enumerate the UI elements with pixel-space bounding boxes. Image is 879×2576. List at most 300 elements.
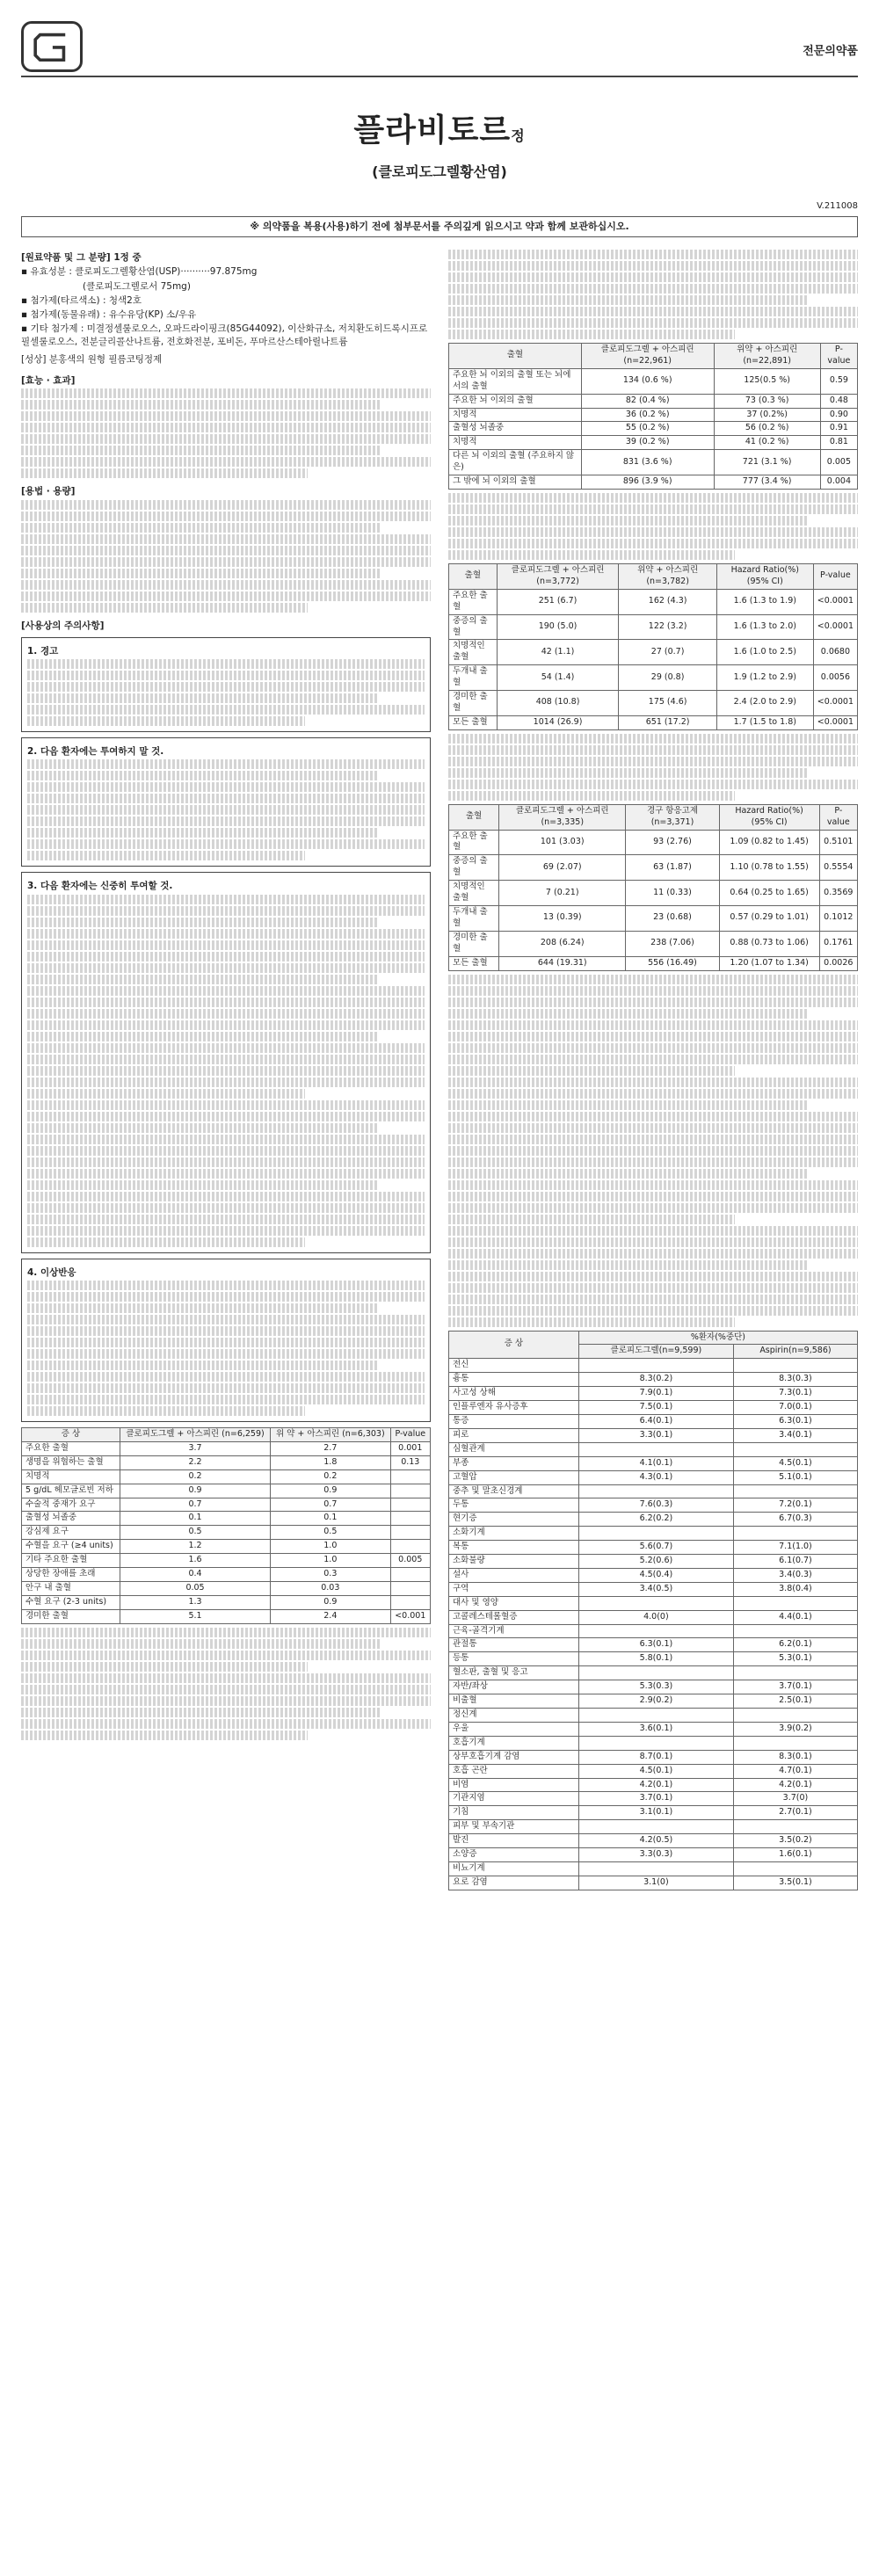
t2-cell: 주요한 뇌 이외의 출혈: [449, 394, 582, 408]
t3-row: [449, 640, 858, 665]
t4-row: [449, 881, 858, 906]
dosage-text-block: [21, 500, 431, 613]
t5-row: [449, 1401, 858, 1415]
t5-cell: [733, 1709, 857, 1723]
t5-cell: 통증: [449, 1414, 579, 1428]
t5-cell: [733, 1527, 857, 1541]
t5-cell: 3.1(0.1): [578, 1806, 733, 1820]
t3-cell: <0.0001: [813, 614, 857, 640]
t5-cell: 8.3(0.2): [578, 1373, 733, 1387]
t5-cell: 8.7(0.1): [578, 1750, 733, 1764]
t1-row: [22, 1540, 431, 1554]
contra-title: 2. 다음 환자에는 투여하지 말 것.: [27, 746, 164, 758]
t3-cell: 651 (17.2): [619, 715, 716, 729]
t3-cell: 2.4 (2.0 to 2.9): [716, 691, 813, 716]
t1-cell: 0.5: [271, 1526, 390, 1540]
t1-cell: 수술적 중재가 요구: [22, 1498, 120, 1512]
t3-cell: 54 (1.4): [497, 665, 619, 691]
t1-cell: 0.001: [390, 1441, 430, 1455]
adverse-title: 4. 이상반응: [27, 1266, 76, 1278]
t1-row: [22, 1512, 431, 1526]
t5-cell: 자반/좌상: [449, 1680, 579, 1694]
t4-cell: 모든 출혈: [449, 956, 499, 970]
t2-row: [449, 475, 858, 490]
t1-row: [22, 1609, 431, 1623]
product-ingredient: (클로피도그렐황산염): [372, 163, 507, 180]
t4-cell: 0.5101: [819, 830, 857, 855]
t1-cell: 0.03: [271, 1581, 390, 1595]
t5-row: [449, 1470, 858, 1484]
t4-cell: 13 (0.39): [499, 906, 626, 932]
t4-cell: 69 (2.07): [499, 855, 626, 881]
t2-cell: 치명적: [449, 408, 582, 422]
t2-row: [449, 436, 858, 450]
t5-cell: [578, 1484, 733, 1498]
t3-row: [449, 665, 858, 691]
t5-cell: 3.7(0): [733, 1792, 857, 1806]
t2-cell: 41 (0.2 %): [714, 436, 820, 450]
t1-cell: 수혈을 요구 (≥4 units): [22, 1540, 120, 1554]
t1-cell: 주요한 출혈: [22, 1441, 120, 1455]
t5-cell: 3.1(0): [578, 1876, 733, 1890]
t5-cell: 요로 감염: [449, 1876, 579, 1890]
t3-row: [449, 691, 858, 716]
t5-cell: 7.2(0.1): [733, 1498, 857, 1513]
t5-cell: [733, 1359, 857, 1373]
t5-cell: 3.9(0.2): [733, 1722, 857, 1736]
t1-cell: 상당한 장애를 초래: [22, 1568, 120, 1582]
t5-cell: 5.3(0.3): [578, 1680, 733, 1694]
right-column: [448, 248, 858, 2551]
t5-cell: [578, 1861, 733, 1876]
t2-cell: 0.005: [820, 450, 857, 475]
t1-cell: 0.4: [120, 1568, 270, 1582]
t5-row: [449, 1709, 858, 1723]
t3-cell: 408 (10.8): [497, 691, 619, 716]
t5-body: [449, 1359, 858, 1890]
t3-cell: <0.0001: [813, 589, 857, 614]
t3-row: [449, 614, 858, 640]
t4-cell: 0.0026: [819, 956, 857, 970]
t5-row: [449, 1666, 858, 1680]
t5-cell: 구역: [449, 1582, 579, 1596]
t4-cell: 0.57 (0.29 to 1.01): [719, 906, 819, 932]
t4-cell: 1.20 (1.07 to 1.34): [719, 956, 819, 970]
t4-cell: 0.88 (0.73 to 1.06): [719, 931, 819, 956]
t1-cell: 5 g/dL 헤모글로빈 저하: [22, 1484, 120, 1498]
t4-cell: 63 (1.87): [626, 855, 719, 881]
t4-cell: 중증의 출혈: [449, 855, 499, 881]
t5-cell: 사고성 상해: [449, 1387, 579, 1401]
t5-row: [449, 1582, 858, 1596]
t5-row: [449, 1484, 858, 1498]
t1-cell: 0.1: [271, 1512, 390, 1526]
t5-cell: 두통: [449, 1498, 579, 1513]
t1-cell: 생명을 위협하는 출혈: [22, 1455, 120, 1469]
t5-cell: 6.1(0.7): [733, 1555, 857, 1569]
t2-cell: 그 밖에 뇌 이외의 출혈: [449, 475, 582, 490]
t1-cell: 0.1: [120, 1512, 270, 1526]
t5-cell: 6.7(0.3): [733, 1513, 857, 1527]
product-name: 플라비토르: [353, 112, 512, 149]
t5-cell: [733, 1442, 857, 1456]
t1-header-symptom: 증 상: [22, 1427, 120, 1441]
t5-row: [449, 1764, 858, 1778]
t5-cell: [733, 1736, 857, 1750]
t3-cell: 1.6 (1.0 to 2.5): [716, 640, 813, 665]
t5-cell: 6.3(0.1): [733, 1414, 857, 1428]
t5-row: [449, 1861, 858, 1876]
t5-cell: 고혈압: [449, 1470, 579, 1484]
t5-cell: 피부 및 부속기관: [449, 1820, 579, 1834]
t5-cell: 7.6(0.3): [578, 1498, 733, 1513]
t2-cell: 0.81: [820, 436, 857, 450]
t4-cell: 1.10 (0.78 to 1.55): [719, 855, 819, 881]
t5-cell: 근육-골격기계: [449, 1624, 579, 1638]
t5-row: [449, 1359, 858, 1373]
t5-cell: [733, 1624, 857, 1638]
t5-cell: 4.2(0.5): [578, 1834, 733, 1848]
warning-box: [21, 637, 431, 732]
t5-header-group: %환자(%중단): [578, 1331, 857, 1345]
t4-cell: 0.5554: [819, 855, 857, 881]
t5-row: [449, 1806, 858, 1820]
t1-cell: 강심제 요구: [22, 1526, 120, 1540]
t3-cell: 190 (5.0): [497, 614, 619, 640]
t5-cell: 5.8(0.1): [578, 1652, 733, 1666]
logo-glyph-icon: [24, 24, 80, 69]
t5-cell: 2.7(0.1): [733, 1806, 857, 1820]
t2-header-placebo: 위약 + 아스피린 (n=22,891): [714, 344, 820, 369]
t3-cell: 42 (1.1): [497, 640, 619, 665]
t5-cell: 4.1(0.1): [578, 1456, 733, 1470]
bleeding-table-active-w: [448, 804, 858, 971]
t1-cell: 1.6: [120, 1554, 270, 1568]
t5-cell: 8.3(0.3): [733, 1373, 857, 1387]
t2-cell: 0.48: [820, 394, 857, 408]
t1-cell: [390, 1512, 430, 1526]
t4-cell: 93 (2.76): [626, 830, 719, 855]
t5-cell: 부종: [449, 1456, 579, 1470]
t1-cell: 수혈 요구 (2-3 units): [22, 1595, 120, 1609]
t4-cell: 11 (0.33): [626, 881, 719, 906]
t1-cell: 1.3: [120, 1595, 270, 1609]
t5-cell: 관절통: [449, 1638, 579, 1652]
bleeding-table-active-a: [448, 563, 858, 730]
t1-cell: 1.0: [271, 1540, 390, 1554]
t2-cell: 0.59: [820, 368, 857, 394]
t5-cell: 혈소판, 출혈 및 응고: [449, 1666, 579, 1680]
t3-cell: 122 (3.2): [619, 614, 716, 640]
t5-cell: 3.3(0.3): [578, 1848, 733, 1862]
active-w-intro: [448, 734, 858, 801]
careful-title: 3. 다음 환자에는 신중히 투여할 것.: [27, 881, 173, 892]
t5-row: [449, 1736, 858, 1750]
t1-cell: 1.0: [271, 1554, 390, 1568]
t5-row: [449, 1638, 858, 1652]
t5-cell: 6.2(0.1): [733, 1638, 857, 1652]
t1-cell: 2.2: [120, 1455, 270, 1469]
t2-cell: 출혈성 뇌졸중: [449, 422, 582, 436]
t4-cell: 1.09 (0.82 to 1.45): [719, 830, 819, 855]
contraindication-box: [21, 737, 431, 867]
t3-cell: 27 (0.7): [619, 640, 716, 665]
t1-cell: 0.3: [271, 1568, 390, 1582]
t1-cell: 치명적: [22, 1469, 120, 1484]
company-logo: [21, 21, 83, 72]
t3-cell: 1.9 (1.2 to 2.9): [716, 665, 813, 691]
t5-cell: 3.4(0.1): [733, 1428, 857, 1442]
adverse-box: [21, 1259, 431, 1422]
t1-cell: [390, 1595, 430, 1609]
t1-row: [22, 1595, 431, 1609]
t2-cell: 치명적: [449, 436, 582, 450]
t2-cell: 777 (3.4 %): [714, 475, 820, 490]
t4-cell: 101 (3.03): [499, 830, 626, 855]
t5-cell: 7.1(1.0): [733, 1541, 857, 1555]
t3-cell: <0.0001: [813, 715, 857, 729]
t5-cell: 인플루엔자 유사증후: [449, 1401, 579, 1415]
t1-row: [22, 1554, 431, 1568]
t4-cell: 0.1012: [819, 906, 857, 932]
t3-cell: 1014 (26.9): [497, 715, 619, 729]
t5-row: [449, 1652, 858, 1666]
t1-cell: 1.2: [120, 1540, 270, 1554]
top-divider: [21, 76, 858, 77]
t5-cell: 4.4(0.1): [733, 1610, 857, 1624]
t1-cell: [390, 1484, 430, 1498]
t5-cell: 3.4(0.5): [578, 1582, 733, 1596]
t3-cell: 1.6 (1.3 to 2.0): [716, 614, 813, 640]
t3-cell: 치명적인 출혈: [449, 640, 498, 665]
t1-header-clopidogrel: 클로피도그렐 + 아스피린 (n=6,259): [120, 1427, 270, 1441]
t2-cell: 0.91: [820, 422, 857, 436]
t5-cell: 정신계: [449, 1709, 579, 1723]
additive-others: ▪ 기타 첨가제 : 미결정셀룰로오스, 오파드라이핑크(85G44092), 이산화규소, 저치환도히드록시프로필셀룰로오스, 전분글리콜산나트륨, 전호화전분, 포비돈, 푸마르산스테아릴나트륨: [21, 323, 428, 347]
t2-cell: 37 (0.2%): [714, 408, 820, 422]
t5-cell: 4.5(0.1): [578, 1764, 733, 1778]
t1-cell: 출혈성 뇌졸중: [22, 1512, 120, 1526]
t1-row: [22, 1484, 431, 1498]
t5-cell: 상부호흡기계 감염: [449, 1750, 579, 1764]
t5-row: [449, 1498, 858, 1513]
t5-cell: 2.9(0.2): [578, 1694, 733, 1709]
t5-cell: 3.4(0.3): [733, 1568, 857, 1582]
active-ingredient: ▪ 유효성분 : 클로피도그렐황산염(USP)··········97.875mg: [21, 266, 258, 278]
t5-cell: 4.2(0.1): [578, 1778, 733, 1792]
t2-row: [449, 394, 858, 408]
t5-cell: 심혈관계: [449, 1442, 579, 1456]
t5-row: [449, 1456, 858, 1470]
t5-cell: [578, 1596, 733, 1610]
t5-row: [449, 1596, 858, 1610]
t5-cell: 기관지염: [449, 1792, 579, 1806]
t5-row: [449, 1624, 858, 1638]
t5-cell: 비출혈: [449, 1694, 579, 1709]
t5-cell: 등통: [449, 1652, 579, 1666]
t1-cell: 0.7: [120, 1498, 270, 1512]
t5-row: [449, 1387, 858, 1401]
t5-cell: 5.3(0.1): [733, 1652, 857, 1666]
t1-cell: 2.7: [271, 1441, 390, 1455]
caprie-text: [448, 975, 858, 1327]
t3-cell: 1.6 (1.3 to 1.9): [716, 589, 813, 614]
t2-cell: 82 (0.4 %): [581, 394, 714, 408]
t1-row: [22, 1455, 431, 1469]
t1-cell: 0.9: [120, 1484, 270, 1498]
t5-cell: [733, 1596, 857, 1610]
t3-cell: 251 (6.7): [497, 589, 619, 614]
t3-cell: 경미한 출혈: [449, 691, 498, 716]
t5-cell: 3.3(0.1): [578, 1428, 733, 1442]
t5-row: [449, 1442, 858, 1456]
t5-cell: 우울: [449, 1722, 579, 1736]
t5-row: [449, 1541, 858, 1555]
t1-cell: 0.2: [271, 1469, 390, 1484]
t1-cell: 안구 내 출혈: [22, 1581, 120, 1595]
t5-row: [449, 1792, 858, 1806]
t1-header-pvalue: P-value: [390, 1427, 430, 1441]
t5-header-clopidogrel: 클로피도그렐(n=9,599): [578, 1345, 733, 1359]
t5-cell: [578, 1736, 733, 1750]
t2-cell: 36 (0.2 %): [581, 408, 714, 422]
t1-cell: [390, 1498, 430, 1512]
t5-cell: 중추 및 말초신경계: [449, 1484, 579, 1498]
appearance: [성상] 분홍색의 원형 필름코팅정제: [21, 353, 163, 365]
t5-row: [449, 1848, 858, 1862]
t2-row: [449, 450, 858, 475]
t3-row: [449, 589, 858, 614]
t2-cell: 55 (0.2 %): [581, 422, 714, 436]
t5-cell: [578, 1442, 733, 1456]
left-column: [21, 248, 431, 2551]
t2-header-pvalue: P-value: [820, 344, 857, 369]
t5-cell: [578, 1820, 733, 1834]
t5-cell: 7.5(0.1): [578, 1401, 733, 1415]
careful-box: [21, 872, 431, 1252]
t5-cell: [733, 1820, 857, 1834]
t5-cell: 기침: [449, 1806, 579, 1820]
t2-cell: 0.90: [820, 408, 857, 422]
t4-cell: 23 (0.68): [626, 906, 719, 932]
t3-cell: 1.7 (1.5 to 1.8): [716, 715, 813, 729]
notice-banner: ※ 의약품을 복용(사용)하기 전에 첨부문서를 주의깊게 읽으시고 약과 함께 보관하십시오.: [21, 216, 858, 237]
t4-row: [449, 906, 858, 932]
t5-cell: 5.2(0.6): [578, 1555, 733, 1569]
t3-header-bleeding: 출혈: [449, 563, 498, 589]
composition-heading: [원료약품 및 그 분량] 1정 중: [21, 252, 142, 263]
t2-cell: 주요한 뇌 이외의 출혈 또는 뇌에서의 출혈: [449, 368, 582, 394]
t5-cell: [578, 1527, 733, 1541]
t2-cell: 다른 뇌 이외의 출혈 (주요하지 않은): [449, 450, 582, 475]
t5-cell: 4.7(0.1): [733, 1764, 857, 1778]
t5-cell: 전신: [449, 1359, 579, 1373]
t5-cell: 6.2(0.2): [578, 1513, 733, 1527]
t2-row: [449, 408, 858, 422]
t5-row: [449, 1428, 858, 1442]
t3-row: [449, 715, 858, 729]
prescription-category: 전문의약품: [803, 45, 858, 58]
t3-cell: 162 (4.3): [619, 589, 716, 614]
t5-cell: 7.9(0.1): [578, 1387, 733, 1401]
additive-animal: ▪ 첨가제(동물유래) : 유수유당(KP) 소/우유: [21, 309, 197, 321]
t2-cell: 831 (3.6 %): [581, 450, 714, 475]
t5-row: [449, 1373, 858, 1387]
t5-cell: 복통: [449, 1541, 579, 1555]
t5-cell: 발진: [449, 1834, 579, 1848]
t5-row: [449, 1414, 858, 1428]
t5-cell: 3.5(0.1): [733, 1876, 857, 1890]
t5-row: [449, 1527, 858, 1541]
t1-cell: 기타 주요한 출혈: [22, 1554, 120, 1568]
t1-cell: 1.8: [271, 1455, 390, 1469]
t5-cell: [733, 1666, 857, 1680]
charisma-intro: [448, 250, 858, 339]
t4-row: [449, 931, 858, 956]
t4-cell: 두개내 출혈: [449, 906, 499, 932]
t2-cell: 125(0.5 %): [714, 368, 820, 394]
efficacy-text-block: [21, 388, 431, 478]
t5-cell: 3.5(0.2): [733, 1834, 857, 1848]
t4-cell: 238 (7.06): [626, 931, 719, 956]
t3-cell: 175 (4.6): [619, 691, 716, 716]
t5-cell: [578, 1359, 733, 1373]
t5-cell: 8.3(0.1): [733, 1750, 857, 1764]
t5-row: [449, 1834, 858, 1848]
product-form: 정: [511, 127, 526, 144]
t1-cell: 2.4: [271, 1609, 390, 1623]
t2-cell: 721 (3.1 %): [714, 450, 820, 475]
t5-cell: 설사: [449, 1568, 579, 1582]
t5-cell: 4.0(0): [578, 1610, 733, 1624]
t2-cell: 134 (0.6 %): [581, 368, 714, 394]
t5-cell: [578, 1624, 733, 1638]
t1-cell: [390, 1581, 430, 1595]
active-ingredient-note: (클로피도그렐로서 75mg): [83, 280, 191, 292]
t3-cell: <0.0001: [813, 691, 857, 716]
t2-cell: 896 (3.9 %): [581, 475, 714, 490]
t2-cell: 73 (0.3 %): [714, 394, 820, 408]
bleeding-table-cure: [21, 1427, 431, 1624]
t1-cell: 0.005: [390, 1554, 430, 1568]
t5-cell: 1.6(0.1): [733, 1848, 857, 1862]
t1-cell: 0.05: [120, 1581, 270, 1595]
t4-header-anticoag: 경구 항응고제 (n=3,371): [626, 804, 719, 830]
t4-header-hr: Hazard Ratio(%) (95% CI): [719, 804, 819, 830]
t4-cell: 0.1761: [819, 931, 857, 956]
t5-cell: 비뇨기계: [449, 1861, 579, 1876]
t1-header-placebo: 위 약 + 아스피린 (n=6,303): [271, 1427, 390, 1441]
t2-row: [449, 368, 858, 394]
t5-cell: 7.3(0.1): [733, 1387, 857, 1401]
t5-cell: 고콜레스테롤혈증: [449, 1610, 579, 1624]
t4-body: [449, 830, 858, 970]
t4-cell: 경미한 출혈: [449, 931, 499, 956]
t1-cell: 5.1: [120, 1609, 270, 1623]
t5-row: [449, 1722, 858, 1736]
t5-cell: [733, 1484, 857, 1498]
t5-row: [449, 1680, 858, 1694]
t1-row: [22, 1581, 431, 1595]
active-a-intro: [448, 493, 858, 560]
t5-cell: 대사 및 영양: [449, 1596, 579, 1610]
caution-heading: [사용상의 주의사항]: [21, 620, 105, 631]
t3-header-pvalue: P-value: [813, 563, 857, 589]
t3-cell: 두개내 출혈: [449, 665, 498, 691]
t1-cell: [390, 1568, 430, 1582]
t5-cell: [578, 1709, 733, 1723]
t2-body: [449, 368, 858, 489]
